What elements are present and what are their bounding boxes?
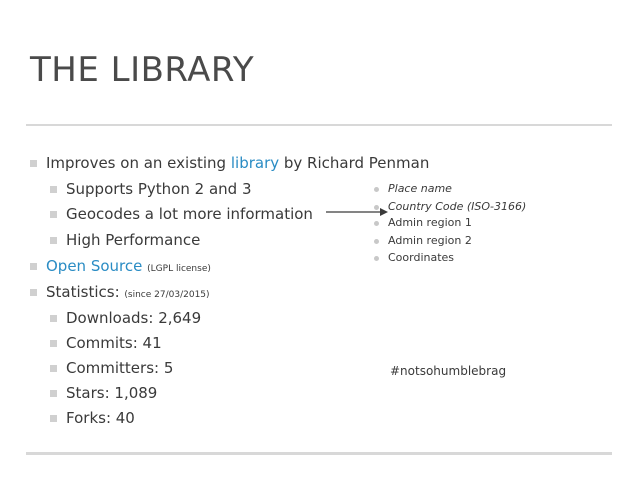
downloads-text: Downloads: 2,649 [66,309,202,327]
top-divider [26,124,612,126]
open-source-link[interactable]: Open Source [46,257,143,275]
bullet-dot-icon [374,187,379,192]
python-text: Supports Python 2 and 3 [66,180,252,198]
geocode-field: Place name [388,182,452,196]
bullet-square-icon [50,237,57,244]
hashtag: #notsohumblebrag [390,364,507,378]
geocode-field: Admin region 2 [388,234,472,248]
geocode-field: Admin region 1 [388,216,472,230]
committers-text: Committers: 5 [66,359,174,377]
bullet-square-icon [30,160,37,167]
bullet-python [66,180,252,198]
slide-title: THE LIBRARY [30,50,255,90]
improves-text: Improves on an existing [46,154,231,172]
bullet-square-icon [50,186,57,193]
license-note: (LGPL license) [147,264,211,274]
bullet-square-icon [30,263,37,270]
bullet-geocodes [66,205,313,223]
stars-text: Stars: 1,089 [66,384,158,402]
bullet-square-icon [50,365,57,372]
statistics-label: Statistics: [46,283,120,301]
bullet-square-icon [50,340,57,347]
bullet-performance [66,231,200,249]
bullet-improves [46,154,429,172]
bullet-square-icon [50,415,57,422]
bullet-forks [66,409,135,427]
bottom-divider [26,452,612,455]
bullet-square-icon [50,211,57,218]
performance-text: High Performance [66,231,201,249]
improves-author: by Richard Penman [279,154,430,172]
geocode-field: Country Code (ISO-3166) [388,200,526,214]
bullet-commits [66,334,162,352]
library-link[interactable]: library [230,154,280,172]
geocodes-text: Geocodes a lot more information [66,205,313,223]
bullet-dot-icon [374,239,379,244]
bullet-square-icon [30,289,37,296]
geocode-field: Coordinates [388,251,454,265]
bullet-square-icon [50,390,57,397]
commits-text: Commits: 41 [66,334,162,352]
bullet-committers [66,359,173,377]
forks-text: Forks: 40 [66,409,135,427]
bullet-square-icon [50,315,57,322]
bullet-downloads [66,309,201,327]
bullet-dot-icon [374,221,379,226]
bullet-stars [66,384,157,402]
bullet-dot-icon [374,205,379,210]
bullet-open-source [46,257,211,278]
bullet-statistics [46,283,210,304]
bullet-dot-icon [374,256,379,261]
statistics-note: (since 27/03/2015) [124,290,210,300]
